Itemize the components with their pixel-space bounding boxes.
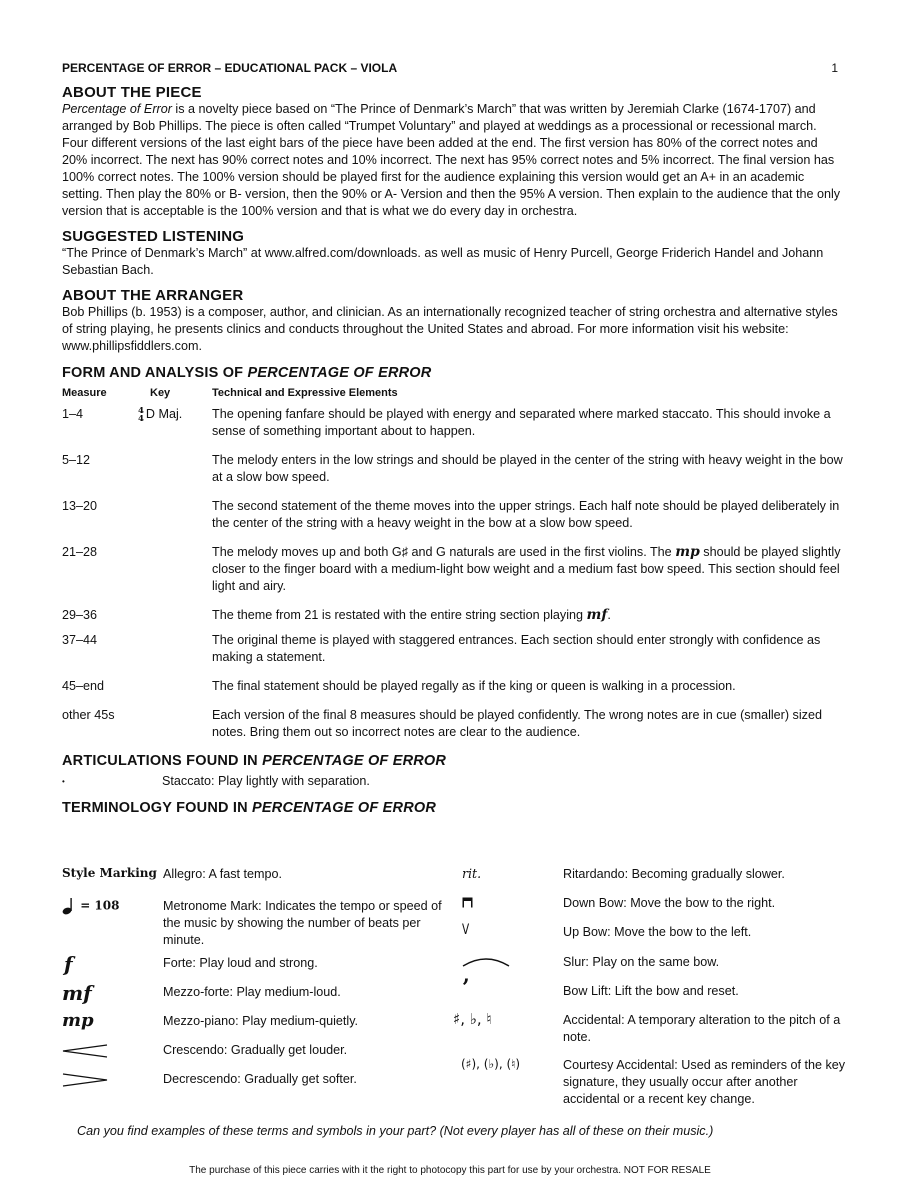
term-mezzo-piano: Mezzo-piano: Play medium-quietly. <box>163 1014 359 1028</box>
mp-dynamic: mp <box>675 544 700 560</box>
elements-cell: The theme from 21 is restated with the entire string section playing mf. <box>212 607 611 623</box>
term-up-bow: Up Bow: Move the bow to the left. <box>563 925 752 939</box>
quarter-note-icon <box>62 897 76 915</box>
accidental-icon: ♯, ♭, ♮ <box>453 1010 492 1028</box>
col-key: Key <box>150 387 171 399</box>
term-courtesy-accidental: Courtesy Accidental: Used as reminders of the key signature, they usually occur after another accidental or a recent key change. <box>563 1058 846 1106</box>
ritardando-icon: rit. <box>462 866 482 881</box>
about-arranger-section <box>62 287 844 355</box>
header-title: PERCENTAGE OF ERROR – EDUCATIONAL PACK – VIOLA <box>62 61 398 75</box>
elements-cell: The final statement should be played regally as if the king or queen is walking in a procession. <box>212 679 736 693</box>
term-mezzo-forte: Mezzo-forte: Play medium-loud. <box>163 985 341 999</box>
measure-cell: 13–20 <box>62 499 98 513</box>
elements-cell: The melody enters in the low strings and should be played in the center of the string with heavy weight in the bow at a slow bow speed. <box>212 453 843 484</box>
col-elements: Technical and Expressive Elements <box>212 387 398 399</box>
measure-cell: 21–28 <box>62 545 98 559</box>
key-cell <box>150 544 212 595</box>
metronome-mark-icon: = 108 <box>62 897 119 915</box>
mezzo-piano-icon: mp <box>62 1010 94 1031</box>
term-decrescendo: Decrescendo: Gradually get softer. <box>163 1072 357 1086</box>
measure-cell: 1–4 <box>62 407 84 421</box>
term-metronome-mark: Metronome Mark: Indicates the tempo or speed of the music by showing the number of beats per minute. <box>163 899 442 947</box>
table-row <box>62 498 844 532</box>
key-cell <box>150 678 212 695</box>
term-down-bow: Down Bow: Move the bow to the right. <box>563 896 776 910</box>
articulations-heading: ARTICULATIONS FOUND IN PERCENTAGE OF ERROR <box>62 753 447 769</box>
about-piece-body: Percentage of Error is a novelty piece based on “The Prince of Denmark’s March” that was written by Jeremiah Clarke (1674-1707) and arranged by Bob Phillips. The piece is often called “Trumpet Voluntary” and played at weddings as a processional or recessional march. Four different versions of the last eight bars of the piece have been added at the end. The first version has 80% of the correct notes and 20% incorrect. The next has 90% correct notes and 10% incorrect. The next has 95% correct notes and 5% incorrect. The final version has 100% correct notes. The 100% version should be played first for the audience explaining this version would get an A+ in an academic setting. Then play the 80% or B- version, then the 90% or A- Version and then the 95% A version. Then explain to the audience that the only version that is acceptable is the 100% version and that is what we do every day in orchestra. <box>62 102 841 218</box>
form-table-header <box>62 387 844 399</box>
staccato-dot-icon: • <box>62 777 65 786</box>
elements-cell: The original theme is played with staggered entrances. Each section should enter strongly with confidence as making a statement. <box>212 633 821 664</box>
key-cell <box>150 607 212 624</box>
table-row <box>62 607 844 624</box>
page-number: 1 <box>831 61 838 75</box>
closing-question: Can you find examples of these terms and symbols in your part? (Not every player has all of these on their music.) <box>77 1124 714 1138</box>
about-piece-heading: ABOUT THE PIECE <box>62 84 202 101</box>
key-cell: 4 4 D Maj. <box>138 406 183 424</box>
elements-cell: The second statement of the theme moves into the upper strings. Each half note should be played deliberately in the center of the string with a heavy weight in the bow at a slow bow speed. <box>212 499 840 530</box>
mezzo-forte-icon: mf <box>62 981 92 1005</box>
measure-cell: 37–44 <box>62 633 98 647</box>
measure-cell: 45–end <box>62 679 105 693</box>
table-row <box>62 707 844 741</box>
term-allegro: Allegro: A fast tempo. <box>163 867 283 881</box>
suggested-listening-section <box>62 228 844 279</box>
elements-cell: The opening fanfare should be played with energy and separated where marked staccato. This should invoke a sense of something important about to happen. <box>212 407 831 438</box>
piece-title: Percentage of Error <box>62 102 172 116</box>
table-row <box>62 406 844 440</box>
articulation-item <box>62 773 844 790</box>
about-arranger-body: Bob Phillips (b. 1953) is a composer, author, and clinician. As an internationally recognized teacher of string orchestra and alternative styles of string playing, he presents clinics and conducts throughout the United States and abroad. For more information visit his website: www.phillipsfiddlers.com. <box>62 305 838 353</box>
table-row <box>62 678 844 695</box>
term-forte: Forte: Play loud and strong. <box>163 956 318 970</box>
key-cell <box>150 498 212 532</box>
key-cell <box>150 632 212 666</box>
slur-icon <box>462 955 510 967</box>
footer-notice: The purchase of this piece carries with it the right to photocopy this part for use by your orchestra. NOT FOR RESALE <box>189 1165 711 1176</box>
table-row <box>62 544 844 595</box>
page-header <box>62 61 838 75</box>
time-signature: 4 4 <box>138 406 144 424</box>
crescendo-icon <box>62 1044 108 1058</box>
style-marking-label: Style Marking <box>62 866 157 880</box>
elements-cell: Each version of the final 8 measures should be played confidently. The wrong notes are in cue (smaller) sized notes. Bring them out so incorrect notes are clear to the audience. <box>212 708 822 739</box>
mf-dynamic: mf <box>586 607 608 623</box>
bow-lift-icon: ’ <box>462 975 470 1001</box>
form-analysis-heading: FORM AND ANALYSIS OF PERCENTAGE OF ERROR <box>62 365 432 381</box>
term-slur: Slur: Play on the same bow. <box>563 955 720 969</box>
terminology-heading: TERMINOLOGY FOUND IN PERCENTAGE OF ERROR <box>62 800 437 816</box>
forte-icon: f <box>64 952 73 976</box>
measure-cell: other 45s <box>62 708 115 722</box>
term-accidental: Accidental: A temporary alteration to the pitch of a note. <box>563 1013 841 1044</box>
key-cell <box>150 452 212 486</box>
key-cell <box>150 707 212 741</box>
table-row <box>62 632 844 666</box>
elements-cell: The melody moves up and both G♯ and G naturals are used in the first violins. The mp should be played slightly closer to the finger board with a medium-light bow weight and a medium fast bow speed. This section should feel light and airy. <box>212 544 841 593</box>
down-bow-icon <box>462 897 473 908</box>
main-content <box>62 84 844 816</box>
articulation-text: Staccato: Play lightly with separation. <box>162 774 370 788</box>
term-crescendo: Crescendo: Gradually get louder. <box>163 1043 348 1057</box>
term-ritardando: Ritardando: Becoming gradually slower. <box>563 867 785 881</box>
up-bow-icon: V <box>462 922 470 938</box>
measure-cell: 29–36 <box>62 608 98 622</box>
term-bow-lift: Bow Lift: Lift the bow and reset. <box>563 984 739 998</box>
col-measure: Measure <box>62 387 107 399</box>
measure-cell: 5–12 <box>62 453 91 467</box>
courtesy-accidental-icon: (♯), (♭), (♮) <box>461 1057 521 1071</box>
about-piece-section <box>62 84 844 220</box>
about-arranger-heading: ABOUT THE ARRANGER <box>62 287 244 304</box>
suggested-listening-body: “The Prince of Denmark’s March” at www.alfred.com/downloads. as well as music of Henry Purcell, George Friderich Handel and Johann Sebastian Bach. <box>62 246 824 277</box>
table-row <box>62 452 844 486</box>
suggested-listening-heading: SUGGESTED LISTENING <box>62 228 245 245</box>
decrescendo-icon <box>62 1073 108 1087</box>
form-analysis-section <box>62 365 844 741</box>
articulations-section <box>62 753 844 790</box>
